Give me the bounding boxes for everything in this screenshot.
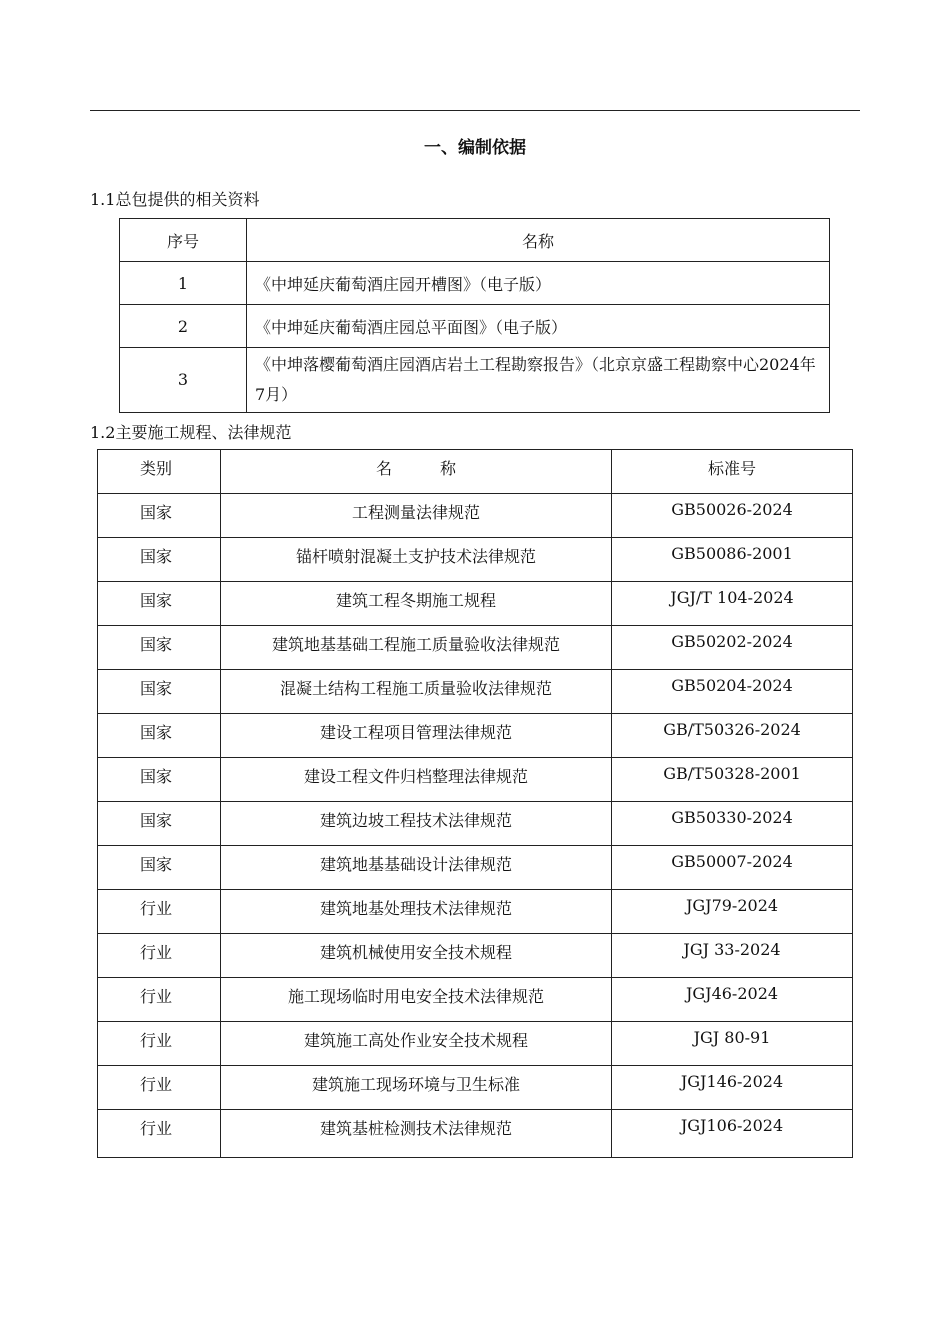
row-code: GB50204-2024: [612, 670, 853, 714]
row-name: 建设工程文件归档整理法律规范: [221, 758, 612, 802]
table-row: [120, 262, 830, 305]
subsection-heading-codes: 1.2主要施工规程、法律规范: [90, 423, 292, 442]
row-code: JGJ/T 104-2024: [612, 582, 853, 626]
row-name: 建筑地基基础工程施工质量验收法律规范: [221, 626, 612, 670]
row-name: 工程测量法律规范: [221, 494, 612, 538]
row-no: 2: [120, 305, 247, 348]
codes-table-body: [98, 494, 853, 1158]
row-category: 国家: [98, 626, 221, 670]
table-row: [98, 538, 853, 582]
row-name: 建筑地基处理技术法律规范: [221, 890, 612, 934]
row-code: GB50086-2001: [612, 538, 853, 582]
header-name-part-b: 称: [440, 459, 457, 478]
row-code: JGJ 33-2024: [612, 934, 853, 978]
header-rule: [90, 110, 860, 111]
row-category: 国家: [98, 582, 221, 626]
table-row: [98, 758, 853, 802]
row-code: JGJ106-2024: [612, 1110, 853, 1158]
row-code: GB50026-2024: [612, 494, 853, 538]
row-category: 国家: [98, 714, 221, 758]
row-name: 建筑边坡工程技术法律规范: [221, 802, 612, 846]
row-name: 《中坤延庆葡萄酒庄园总平面图》（电子版）: [247, 305, 830, 348]
table-row: [98, 714, 853, 758]
row-name: 建筑施工高处作业安全技术规程: [221, 1022, 612, 1066]
row-name: 建筑基桩检测技术法律规范: [221, 1110, 612, 1158]
table-row: [98, 1022, 853, 1066]
header-name: [221, 450, 612, 494]
table-row: [98, 802, 853, 846]
table-row: [98, 846, 853, 890]
header-no: 序号: [120, 219, 247, 262]
table-row: [98, 1066, 853, 1110]
header-name: 名称: [247, 219, 830, 262]
subsection-heading-materials: 1.1总包提供的相关资料: [90, 190, 260, 209]
table-row: [98, 890, 853, 934]
row-name: 建筑机械使用安全技术规程: [221, 934, 612, 978]
row-category: 行业: [98, 1110, 221, 1158]
row-category: 行业: [98, 978, 221, 1022]
codes-table: [97, 449, 853, 1158]
table-row: [98, 670, 853, 714]
section-title: 一、编制依据: [424, 138, 526, 158]
table-row: [98, 934, 853, 978]
row-no: 3: [120, 348, 247, 413]
table-row: [120, 348, 830, 413]
row-category: 行业: [98, 1066, 221, 1110]
row-code: GB/T50326-2024: [612, 714, 853, 758]
row-name: 《中坤落樱葡萄酒庄园酒店岩土工程勘察报告》（北京京盛工程勘察中心2024年7月）: [247, 348, 830, 413]
row-name: 《中坤延庆葡萄酒庄园开槽图》（电子版）: [247, 262, 830, 305]
row-name: 建筑施工现场环境与卫生标准: [221, 1066, 612, 1110]
header-code: 标准号: [612, 450, 853, 494]
row-code: GB50330-2024: [612, 802, 853, 846]
header-name-part-a: 名: [375, 459, 392, 478]
materials-table: [119, 218, 830, 413]
table-row: [98, 626, 853, 670]
row-name: 建设工程项目管理法律规范: [221, 714, 612, 758]
row-category: 行业: [98, 1022, 221, 1066]
row-category: 国家: [98, 538, 221, 582]
row-name: 建筑工程冬期施工规程: [221, 582, 612, 626]
header-category: 类别: [98, 450, 221, 494]
row-name: 建筑地基基础设计法律规范: [221, 846, 612, 890]
row-category: 国家: [98, 494, 221, 538]
row-code: JGJ79-2024: [612, 890, 853, 934]
row-code: JGJ46-2024: [612, 978, 853, 1022]
row-category: 国家: [98, 802, 221, 846]
table-row: [98, 978, 853, 1022]
row-no: 1: [120, 262, 247, 305]
row-category: 国家: [98, 846, 221, 890]
table-header-row: [98, 450, 853, 494]
row-category: 行业: [98, 890, 221, 934]
table-row: [98, 1110, 853, 1158]
row-category: 行业: [98, 934, 221, 978]
row-code: GB50007-2024: [612, 846, 853, 890]
row-category: 国家: [98, 758, 221, 802]
row-name: 锚杆喷射混凝土支护技术法律规范: [221, 538, 612, 582]
row-code: GB/T50328-2001: [612, 758, 853, 802]
row-category: 国家: [98, 670, 221, 714]
row-code: JGJ 80-91: [612, 1022, 853, 1066]
row-code: GB50202-2024: [612, 626, 853, 670]
row-code: JGJ146-2024: [612, 1066, 853, 1110]
row-name: 混凝土结构工程施工质量验收法律规范: [221, 670, 612, 714]
table-header-row: [120, 219, 830, 262]
row-name: 施工现场临时用电安全技术法律规范: [221, 978, 612, 1022]
table-row: [120, 305, 830, 348]
table-row: [98, 494, 853, 538]
table-row: [98, 582, 853, 626]
